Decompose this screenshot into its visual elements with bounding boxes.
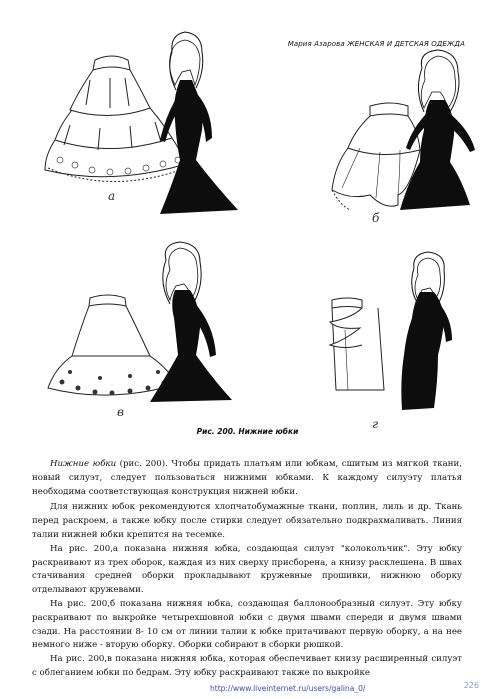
figure-label-g: г	[372, 417, 379, 431]
petticoat-flared-drawing	[48, 295, 178, 396]
woman-figure-a	[160, 32, 238, 214]
woman-figure-v	[150, 242, 232, 402]
footer-url: http://www.liveinternet.ru/users/galina_0/	[210, 684, 366, 693]
paragraph-3	[32, 543, 462, 598]
figure-label-b: б	[372, 211, 380, 225]
woman-figure-g	[401, 252, 452, 410]
figure-label-a: а	[108, 189, 116, 203]
body-text	[32, 458, 462, 681]
page-number: 226	[463, 681, 479, 690]
paragraph-1-text: (рис. 200). Чтобы придать платьям или юбкам, сшитым из мягкой ткани, новый силуэт, следует пользоваться нижними юбками. К каждому силуэту платья необходима соответствующая конструкция нижней юбки.	[32, 459, 462, 497]
header-author: Мария Азарова	[287, 40, 345, 48]
petticoat-bell-drawing	[45, 56, 186, 182]
paragraph-1-term: Нижние юбки	[50, 459, 117, 469]
figure-caption: Рис. 200. Нижние юбки	[196, 427, 299, 436]
paragraph-1	[32, 458, 462, 499]
paragraph-3-text: На рис. 200,а показана нижняя юбка, создающая силуэт "колокольчик". Эту юбку раскраивают из трех оборок, каждая из них сверху присборена, а книзу расклешена. В швах стачивания средней оборки прокладывают кружевные прошивки, нижнюю оборку отделывают кружевами.	[32, 543, 462, 596]
paragraph-4	[32, 598, 462, 653]
figure-a	[45, 32, 238, 214]
header-book-title: ЖЕНСКАЯ И ДЕТСКАЯ ОДЕЖДА	[347, 40, 465, 48]
paragraph-4-text: На рис. 200,б показана нижняя юбка, создающая баллонообразный силуэт. Эту юбку раскраивают по выкройке четырехшовной юбки с двумя швами спереди и двумя швами сзади. На расстоянии 8- 10 см от линии талии к юбке притачивают первую оборку, а на нее немного ниже - вторую оборку. Оборки собирают в сборки рюшкой.	[32, 598, 462, 651]
figure-b	[332, 50, 475, 225]
figure-label-v: в	[117, 405, 124, 419]
figure-g	[330, 252, 452, 431]
petticoat-straight-drawing	[330, 298, 384, 390]
paragraph-5-text: На рис. 200,в показана нижняя юбка, которая обеспечивает книзу расширенный силуэт с облеганием юбки по бедрам. Эту юбку раскраивают также по выкройке	[32, 654, 462, 678]
paragraph-5	[32, 653, 462, 681]
paragraph-2-text: Для нижних юбок рекомендуются хлопчатобумажные ткани, поплин, лиль и др. Ткань перед раскроем, а также юбку после стирки следует обязательно подкрахмаливать. Линия талии нижней юбки крепится на тесемке.	[32, 502, 462, 540]
paragraph-2	[32, 501, 462, 542]
figure-v	[48, 242, 232, 419]
woman-figure-b	[400, 50, 475, 210]
